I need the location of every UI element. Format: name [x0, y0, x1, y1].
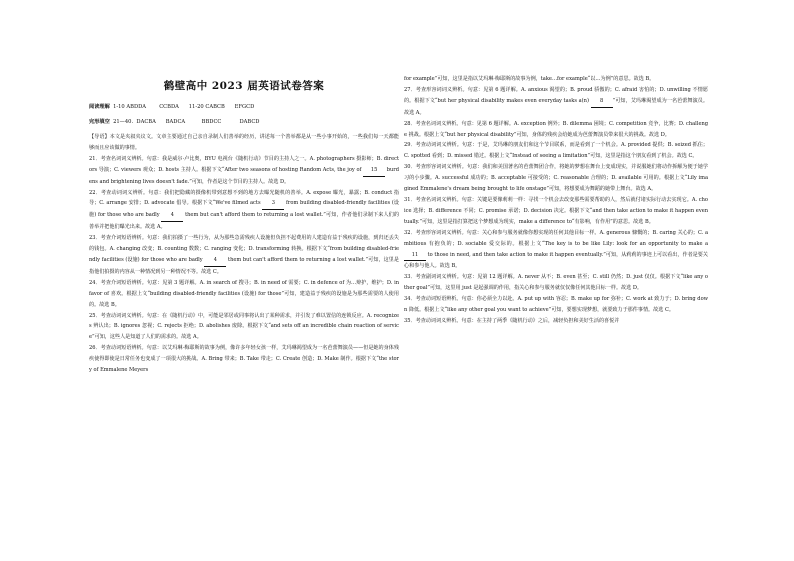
paragraph-q34: 34．考查动词短语辨析。句意：你必须全力以赴。A. put up with 容忍；B. make up for 弥补；C. work at 致力于；D. bring down 降低。根据上文“like any other goal you want to achieve”可知，要想实现梦想，就要致力于那件事情。故选 C。 — [404, 296, 708, 314]
paragraph-q28: 28．考查名词词义辨析。句意：见第 6 题详解。A. exception 例外；B. dilemma 困境；C. competition 竞争，比赛；D. challenge 挑战。根据上文“but her physical disability”可知，身体的残疾会给她成为芭蕾舞演员带来很大的挑战。故选 D。 — [404, 120, 708, 138]
paragraph-q25: 25．考查动词词义辨析。句意：在《随机行动》中，可能是邻居或同事将认出了某种需求，并引发了难以置信的连锁反应。A. recognizes 辨认出；B. ignores 忽视；C. rejects 拒绝；D. abolishes 废除。根据下文“and sets off an incredible chain reaction of service”可知，这些人是知道了人们的需求的。故选 A。 — [89, 312, 399, 341]
cloze-answers-row: 完形填空 21—40. DACBA BADCA BBDCC DABCD — [89, 119, 260, 125]
left-column — [89, 132, 399, 376]
paragraph-q23: 23．考查介词短语辨析。句意：我们拍摄了一些行为，从为那些急需残疾人设施但负担不起费用的人建造有益于残疾的设施，到归还丢失的钱包。A. changing 改变；B. counting 数数；C. ranging 变化；D. transforming 转换。根据下文“from building disabled-friendly facilities (设施) for those who are badly 4 them but can't afford them to returning a lost wallet.”可知，这里是指他们拍摄的内容从一种情况到另一种情况不等。故选 C。 — [89, 235, 399, 275]
paragraph-q26: 26．考查动词短语辨析。句意：以艾玛琳·梅耶斯的故事为例，像许多年轻女孩一样，艾玛琳渴望成为一名芭蕾舞演员——但是她的身体残疾使得即使是日常任务也变成了一项很大的挑战。A. Bring 带来；B. Take 带走；C. Create 创造；D. Make 制作。根据下文“the story of Emmalene Meyers — [89, 345, 399, 374]
paragraph-q29: 29．考查动词词义辨析。句意：于是，艾玛琳的朋友们和这个节目联系，而是看到了一个机会。A. provided 提供；B. seized 抓住；C. spotted 看到；D. missed 错过。根据上文“Instead of seeing a limitation”可知，这里是指这个朋友看到了机会。故选 C。 — [404, 142, 708, 160]
paragraph-q26-cont: for example”可知，这里是指以艾玛琳·梅耶斯的故事为例，take…for example“以…为例”的意思。故选 B。 — [404, 76, 655, 82]
right-column — [404, 74, 708, 327]
reading-answers-row: 阅读理解 1-10 ABDDA CCBDA 11-20 CABCB EFGCD — [89, 104, 255, 110]
paragraph-q33: 33．考查副词词义辨析。句意：见第 12 题详解。A. never 从不；B. even 甚至；C. still 仍然；D. just 仅仅。根据下文“like any other goal”可知，这里用 just 是起强调的作用，指关心和参与服务就仅仅像任何其他目标一样。故选 D。 — [404, 274, 708, 292]
page-title: 鹤壁高中 2023 届英语试卷答案 — [163, 80, 325, 92]
paragraph-q24: 24．考查介词短语辨析。句意：见第 3 题详解。A. in search of 搜寻；B. in need of 需要；C. in defence of 为…辩护，维护；D. in favor of 喜欢。根据上文“building disabled-friendly facilities (设施) for those”可知，建造益于残疾的设施是为那些需要的人使用的。故选 B。 — [89, 279, 399, 308]
paragraph-q35: 35．考查动词词义辨析。句意：在主持了两季《随机行动》之后，减轻负担和美好生活的喜悦并 — [404, 317, 620, 324]
paragraph-q27: 27．考查形容词词义辨析。句意：见第 6 题详解。A. anxious 渴望的；B. proud 骄傲的；C. afraid 害怕的；D. unwilling 不情愿的。根据下文“but her physical disability makes even everyday tasks a(n) 8 ”可知，艾玛琳渴望成为一名芭蕾舞演员。故选 A。 — [404, 86, 708, 116]
paragraph-q21: 21．考查名词词义辨析。句意：我是威尔·卢比奥，BYU 电视台《随机行动》节目的主持人之一。A. photographers 摄影师；B. directors 导演；C. viewers 观众；D. hosts 主持人。根据下文“After two seasons of hosting Random Acts, the joy of 15 burdens and brightening lives doesn't fade.”可知，作者是这个节目的主持人。故选 D。 — [89, 155, 399, 185]
paragraph-q22: 22．考查动词词义辨析。句意：我们把隐藏的摄像机带到意想不到的地方去曝光随机的善举。A. expose 曝光，暴露；B. conduct 指导；C. arrange 安排；D. advocate 倡导。根据下文“We've filmed acts 3 from building disabled-friendly facilities (设施) for those who are badly 4 them but can't afford them to returning a lost wallet.”可知，作者他们录制下来人们的善举并把他们曝光出来。故选 A。 — [89, 189, 400, 231]
paragraph-q31: 31．考查名词词义辨析。句意：关键是要像莉莉一样：寻找一个机会去改变那些需要帮助的人，然后就付诸实际行动去实现它。A. choice 选择；B. difference 不同；C. promise 承诺；D. decision 决定。根据下文“and then take action to make it happen eventually.”可知，这里是指打算把这个梦想成为现实，make a difference to“有影响，有作用”的意思。故选 B。 — [404, 196, 708, 225]
paragraph-q32: 32．考查形容词词义辨析。句意：关心和参与服务就像你想实现的任何其他目标一样。A. generous 慷慨的；B. caring 关心的；C. ambitious 有抱负的；D. sociable 爱交际的。根据上文“The key is to be like Lily: look for an opportunity to make a 11 to those in need, and then take action to make it happen eventually.”可知，从莉莉的事迹上可以看出，作者是要关心和参与他人。故选 B。 — [404, 229, 708, 270]
paragraph-q30: 30．考查形容词词义辨析。句意：我们和美国著名的芭蕾舞团合作，将她的梦想在舞台上变成现实，并说服她们将动作拆解为便于她学习的小步骤。A. successful 成功的；B. acceptable 可接受的；C. reasonable 合理的；D. available 可用的。根据上文“Lily imagined Emmalene's dream being brought to life onstage”可知，将想要成为舞蹈的她带上舞台。故选 A。 — [404, 164, 708, 193]
paragraph-intro: 【导语】本文是夹叙夹议文。文章主要通过自己亲自录制人们善举的经历，讲述每一个善举都是从一些小事开始的，一些我们每一天都能够而且应该做的事情。 — [89, 134, 399, 151]
